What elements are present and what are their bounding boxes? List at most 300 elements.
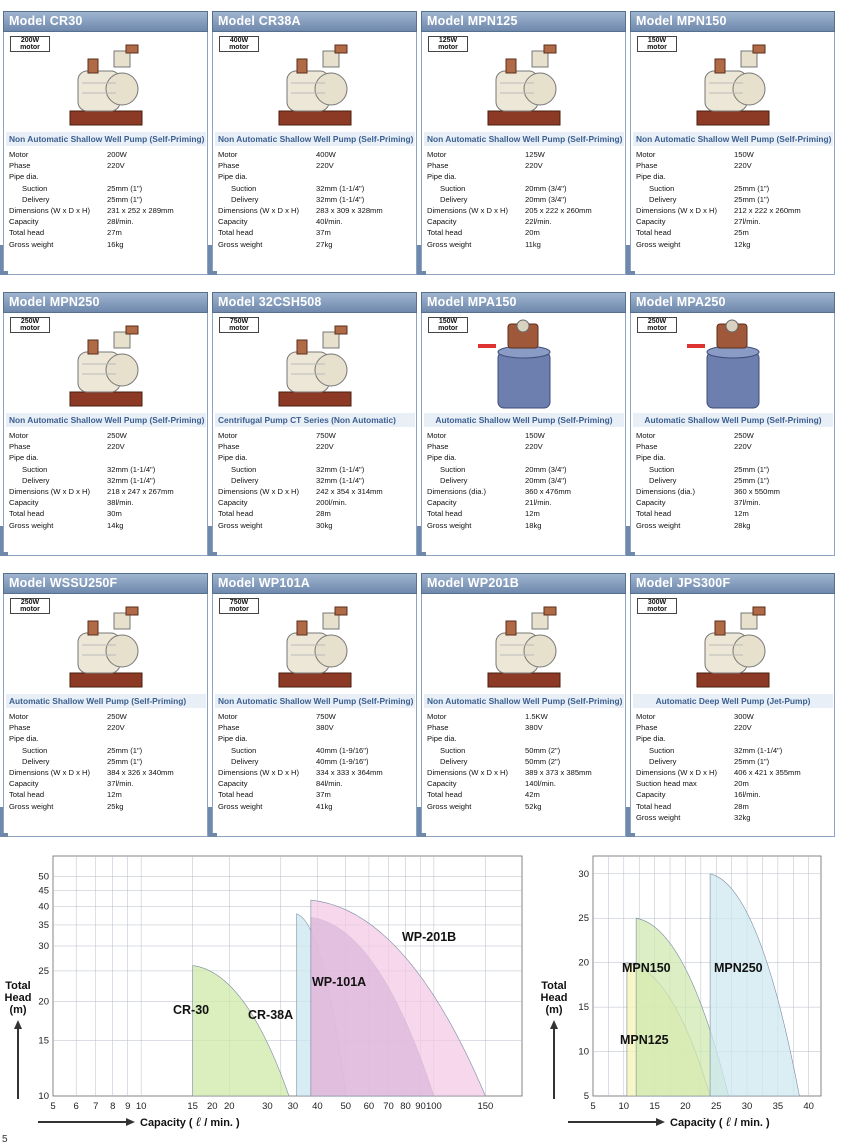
model-header bbox=[421, 292, 626, 313]
pump-photo bbox=[257, 595, 372, 695]
spec-value: 750W bbox=[316, 431, 336, 440]
spec-row bbox=[427, 767, 622, 778]
spec-row bbox=[218, 452, 413, 463]
spec-row bbox=[427, 183, 622, 194]
spec-label: Suction bbox=[440, 464, 466, 474]
motor-badge-unit: motor bbox=[20, 44, 40, 51]
spec-row bbox=[9, 464, 204, 475]
spec-label: Motor bbox=[9, 150, 29, 159]
performance-chart-mpn-pumps bbox=[540, 850, 825, 1132]
spec-row bbox=[427, 430, 622, 441]
spec-label: Dimensions (W x D x H) bbox=[427, 767, 509, 777]
spec-value: 218 x 247 x 267mm bbox=[107, 486, 174, 496]
spec-label: Capacity bbox=[427, 217, 457, 227]
spec-row bbox=[218, 475, 413, 486]
spec-label: Total head bbox=[9, 228, 45, 238]
motor-badge-unit: motor bbox=[647, 44, 667, 51]
y-axis-arrowhead bbox=[550, 1020, 558, 1029]
pump-type: Non Automatic Shallow Well Pump (Self-Priming) bbox=[215, 694, 415, 708]
spec-label: Motor bbox=[9, 712, 29, 721]
model-title: Model CR38A bbox=[218, 14, 301, 28]
spec-row bbox=[218, 205, 413, 216]
motor-badge-unit: motor bbox=[438, 44, 458, 51]
spec-value: 242 x 354 x 314mm bbox=[316, 486, 383, 496]
spec-table bbox=[9, 149, 204, 250]
spec-label: Delivery bbox=[22, 756, 50, 766]
spec-label: Gross weight bbox=[218, 801, 263, 811]
spec-value: 25mm (1") bbox=[107, 194, 143, 204]
spec-label: Gross weight bbox=[427, 520, 472, 530]
spec-value: 32kg bbox=[734, 812, 751, 822]
spec-value: 28l/min. bbox=[107, 217, 134, 227]
series-label: WP-201B bbox=[402, 930, 457, 944]
model-title: Model MPA250 bbox=[636, 295, 726, 309]
spec-label: Motor bbox=[636, 431, 656, 440]
motor-badge-unit: motor bbox=[20, 325, 40, 332]
spec-value: 32mm (1-1/4") bbox=[734, 745, 783, 755]
spec-row bbox=[218, 722, 413, 733]
spec-row bbox=[636, 160, 831, 171]
spec-label: Motor bbox=[218, 150, 238, 159]
model-title: Model WP101A bbox=[218, 576, 310, 590]
y-tick-label: 40 bbox=[38, 901, 49, 913]
spec-table bbox=[636, 430, 831, 531]
motor-badge-power: 300W bbox=[647, 599, 667, 606]
spec-value: 21l/min. bbox=[525, 498, 552, 508]
spec-label: Capacity bbox=[636, 217, 666, 227]
spec-row bbox=[636, 722, 831, 733]
spec-value: 220V bbox=[107, 442, 125, 452]
motor-badge-power: 250W bbox=[20, 599, 40, 606]
model-header bbox=[212, 11, 417, 32]
spec-label: Total head bbox=[427, 228, 463, 238]
pump-type: Automatic Shallow Well Pump (Self-Priming) bbox=[424, 413, 624, 427]
motor-badge-power: 400W bbox=[229, 37, 249, 44]
model-header bbox=[630, 573, 835, 594]
spec-row bbox=[9, 745, 204, 756]
spec-label: Phase bbox=[636, 442, 658, 452]
spec-value: 32mm (1-1/4") bbox=[316, 183, 365, 193]
motor-badge-power: 150W bbox=[647, 37, 667, 44]
spec-row bbox=[636, 508, 831, 519]
spec-value: 220V bbox=[316, 442, 334, 452]
card-corner-tab bbox=[0, 245, 8, 275]
spec-label: Suction bbox=[649, 464, 675, 474]
spec-row bbox=[427, 711, 622, 722]
spec-row bbox=[636, 733, 831, 744]
y-tick-label: 25 bbox=[38, 965, 49, 977]
spec-row bbox=[218, 171, 413, 182]
spec-value: 20m bbox=[734, 779, 749, 789]
spec-label: Dimensions (W x D x H) bbox=[218, 205, 300, 215]
product-card bbox=[421, 292, 626, 556]
spec-row bbox=[636, 745, 831, 756]
spec-value: 27m bbox=[107, 228, 122, 238]
spec-label: Delivery bbox=[649, 475, 677, 485]
spec-label: Dimensions (dia.) bbox=[427, 486, 487, 496]
x-tick-label: 15 bbox=[649, 1101, 660, 1112]
spec-label: Motor bbox=[218, 712, 238, 721]
motor-badge bbox=[10, 36, 50, 52]
spec-label: Pipe dia. bbox=[636, 172, 666, 182]
spec-label: Total head bbox=[218, 790, 254, 800]
spec-row bbox=[427, 171, 622, 182]
spec-label: Delivery bbox=[231, 756, 259, 766]
spec-label: Pipe dia. bbox=[427, 734, 457, 744]
y-axis-title: (m) bbox=[545, 1004, 563, 1016]
y-tick-label: 15 bbox=[38, 1035, 49, 1047]
spec-label: Motor bbox=[636, 150, 656, 159]
spec-row bbox=[427, 441, 622, 452]
y-tick-label: 30 bbox=[38, 941, 49, 953]
spec-label: Motor bbox=[427, 150, 447, 159]
card-corner-tab bbox=[0, 807, 8, 837]
spec-row bbox=[427, 497, 622, 508]
spec-row bbox=[636, 149, 831, 160]
motor-badge-power: 250W bbox=[647, 318, 667, 325]
model-header bbox=[212, 292, 417, 313]
product-card bbox=[421, 11, 626, 275]
spec-label: Capacity bbox=[427, 779, 457, 789]
spec-row bbox=[218, 464, 413, 475]
model-title: Model JPS300F bbox=[636, 576, 731, 590]
spec-value: 40mm (1-9/16") bbox=[316, 745, 369, 755]
x-tick-label: 80 bbox=[400, 1101, 411, 1112]
spec-row bbox=[218, 486, 413, 497]
spec-label: Total head bbox=[427, 790, 463, 800]
spec-value: 220V bbox=[734, 161, 752, 171]
spec-label: Capacity bbox=[636, 498, 666, 508]
card-corner-tab bbox=[626, 245, 635, 275]
x-tick-label: 20 bbox=[223, 1101, 235, 1112]
card-corner-tab bbox=[208, 807, 217, 837]
spec-row bbox=[9, 149, 204, 160]
x-tick-label: 30 bbox=[262, 1101, 273, 1112]
x-tick-label: 6 bbox=[73, 1101, 79, 1112]
spec-label: Suction bbox=[649, 745, 675, 755]
spec-label: Pipe dia. bbox=[427, 172, 457, 182]
spec-value: 32mm (1-1/4") bbox=[107, 475, 156, 485]
spec-label: Delivery bbox=[440, 194, 468, 204]
series-label: WP-101A bbox=[312, 975, 367, 989]
spec-row bbox=[218, 756, 413, 767]
spec-value: 27kg bbox=[316, 239, 333, 249]
spec-row bbox=[427, 486, 622, 497]
spec-label: Phase bbox=[9, 161, 31, 171]
x-axis-title: Capacity ( ℓ / min. ) bbox=[140, 1115, 240, 1130]
motor-badge-power: 200W bbox=[20, 37, 40, 44]
spec-table bbox=[218, 711, 413, 812]
y-tick-label: 35 bbox=[38, 919, 49, 931]
spec-row bbox=[427, 216, 622, 227]
spec-table bbox=[218, 149, 413, 250]
spec-value: 20mm (3/4") bbox=[525, 194, 567, 204]
spec-row bbox=[9, 205, 204, 216]
y-tick-label: 20 bbox=[578, 957, 589, 969]
spec-label: Suction bbox=[22, 745, 48, 755]
spec-row bbox=[9, 160, 204, 171]
spec-row bbox=[218, 508, 413, 519]
spec-row bbox=[9, 486, 204, 497]
spec-value: 140l/min. bbox=[525, 779, 556, 789]
spec-value: 220V bbox=[316, 161, 334, 171]
model-header bbox=[421, 11, 626, 32]
spec-value: 38l/min. bbox=[107, 498, 134, 508]
spec-value: 25kg bbox=[107, 801, 124, 811]
spec-value: 220V bbox=[107, 723, 125, 733]
spec-label: Suction head max bbox=[636, 779, 697, 789]
spec-label: Total head bbox=[218, 509, 254, 519]
spec-label: Pipe dia. bbox=[218, 453, 248, 463]
spec-label: Phase bbox=[218, 723, 240, 733]
spec-value: 25mm (1") bbox=[734, 194, 770, 204]
y-tick-label: 10 bbox=[578, 1046, 589, 1058]
pump-photo bbox=[466, 33, 581, 133]
spec-value: 750W bbox=[316, 712, 336, 721]
motor-badge bbox=[10, 317, 50, 333]
product-card bbox=[630, 573, 835, 837]
spec-label: Gross weight bbox=[427, 239, 472, 249]
spec-row bbox=[427, 520, 622, 531]
series-label: CR-38A bbox=[248, 1008, 294, 1022]
spec-row bbox=[218, 227, 413, 238]
spec-value: 16l/min. bbox=[734, 790, 761, 800]
x-tick-label: 90 bbox=[415, 1101, 426, 1112]
spec-label: Delivery bbox=[440, 475, 468, 485]
card-corner-tab bbox=[0, 526, 8, 556]
card-corner-tab bbox=[417, 807, 426, 837]
spec-row bbox=[427, 464, 622, 475]
spec-value: 384 x 326 x 340mm bbox=[107, 767, 174, 777]
x-tick-label: 60 bbox=[363, 1101, 375, 1112]
motor-badge-unit: motor bbox=[229, 44, 249, 51]
pump-type: Automatic Shallow Well Pump (Self-Priming) bbox=[633, 413, 833, 427]
spec-value: 27l/min. bbox=[734, 217, 761, 227]
spec-value: 12kg bbox=[734, 239, 751, 249]
spec-row bbox=[636, 756, 831, 767]
motor-badge bbox=[219, 36, 259, 52]
spec-row bbox=[9, 227, 204, 238]
spec-row bbox=[218, 711, 413, 722]
spec-value: 406 x 421 x 355mm bbox=[734, 767, 801, 777]
spec-value: 25mm (1") bbox=[734, 756, 770, 766]
spec-row bbox=[9, 733, 204, 744]
model-title: Model WP201B bbox=[427, 576, 519, 590]
product-card bbox=[3, 573, 208, 837]
spec-label: Phase bbox=[636, 723, 658, 733]
spec-row bbox=[218, 149, 413, 160]
spec-row bbox=[9, 171, 204, 182]
spec-label: Phase bbox=[218, 161, 240, 171]
spec-label: Dimensions (W x D x H) bbox=[9, 205, 91, 215]
spec-row bbox=[636, 475, 831, 486]
x-tick-label: 5 bbox=[590, 1101, 596, 1112]
spec-row bbox=[636, 205, 831, 216]
spec-row bbox=[9, 801, 204, 812]
spec-value: 220V bbox=[107, 161, 125, 171]
x-tick-label: 8 bbox=[110, 1101, 116, 1112]
spec-value: 1.5KW bbox=[525, 712, 548, 721]
spec-row bbox=[218, 430, 413, 441]
spec-row bbox=[218, 767, 413, 778]
pump-type: Non Automatic Shallow Well Pump (Self-Priming) bbox=[424, 694, 624, 708]
spec-row bbox=[9, 183, 204, 194]
pump-type: Automatic Deep Well Pump (Jet-Pump) bbox=[633, 694, 833, 708]
spec-table bbox=[427, 711, 622, 812]
spec-row bbox=[427, 205, 622, 216]
spec-label: Capacity bbox=[218, 779, 248, 789]
spec-label: Gross weight bbox=[636, 812, 681, 822]
spec-value: 16kg bbox=[107, 239, 124, 249]
spec-label: Total head bbox=[636, 228, 672, 238]
product-card bbox=[212, 11, 417, 275]
spec-label: Gross weight bbox=[9, 801, 54, 811]
spec-value: 20mm (3/4") bbox=[525, 183, 567, 193]
spec-row bbox=[636, 239, 831, 250]
spec-table bbox=[427, 149, 622, 250]
y-tick-label: 10 bbox=[38, 1091, 49, 1102]
spec-label: Total head bbox=[427, 509, 463, 519]
spec-label: Pipe dia. bbox=[636, 734, 666, 744]
page-number: 5 bbox=[2, 1134, 8, 1145]
spec-label: Dimensions (W x D x H) bbox=[636, 767, 718, 777]
spec-label: Dimensions (W x D x H) bbox=[427, 205, 509, 215]
spec-row bbox=[9, 756, 204, 767]
model-title: Model WSSU250F bbox=[9, 576, 118, 590]
spec-value: 50mm (2") bbox=[525, 756, 561, 766]
x-tick-label: 50 bbox=[340, 1101, 352, 1112]
y-tick-label: 30 bbox=[578, 868, 589, 880]
spec-value: 40mm (1-9/16") bbox=[316, 756, 369, 766]
spec-value: 400W bbox=[316, 150, 336, 159]
spec-value: 150W bbox=[525, 431, 545, 440]
model-header bbox=[212, 573, 417, 594]
spec-label: Pipe dia. bbox=[636, 453, 666, 463]
spec-value: 25mm (1") bbox=[734, 183, 770, 193]
spec-label: Dimensions (dia.) bbox=[636, 486, 696, 496]
spec-row bbox=[427, 722, 622, 733]
model-title: Model MPA150 bbox=[427, 295, 517, 309]
spec-label: Capacity bbox=[9, 498, 39, 508]
motor-badge bbox=[637, 36, 677, 52]
spec-value: 52kg bbox=[525, 801, 542, 811]
pump-photo bbox=[48, 314, 163, 414]
motor-badge-unit: motor bbox=[647, 606, 667, 613]
motor-badge-power: 125W bbox=[438, 37, 458, 44]
pump-type: Non Automatic Shallow Well Pump (Self-Priming) bbox=[424, 132, 624, 146]
spec-label: Suction bbox=[649, 183, 675, 193]
spec-label: Pipe dia. bbox=[9, 172, 39, 182]
x-tick-label: 40 bbox=[312, 1101, 323, 1112]
spec-row bbox=[218, 497, 413, 508]
spec-value: 231 x 252 x 289mm bbox=[107, 205, 174, 215]
x-tick-label: 30 bbox=[741, 1101, 753, 1112]
card-corner-tab bbox=[208, 526, 217, 556]
spec-label: Capacity bbox=[9, 779, 39, 789]
spec-table bbox=[9, 430, 204, 531]
y-tick-label: 15 bbox=[578, 1002, 589, 1014]
pump-type: Non Automatic Shallow Well Pump (Self-Priming) bbox=[6, 132, 206, 146]
motor-badge bbox=[10, 598, 50, 614]
spec-value: 360 x 550mm bbox=[734, 486, 781, 496]
x-tick-label: 40 bbox=[803, 1101, 814, 1112]
spec-row bbox=[636, 812, 831, 823]
y-tick-label: 5 bbox=[583, 1091, 589, 1102]
spec-row bbox=[218, 183, 413, 194]
card-corner-tab bbox=[417, 526, 426, 556]
spec-value: 300W bbox=[734, 712, 754, 721]
spec-row bbox=[427, 239, 622, 250]
spec-value: 250W bbox=[107, 431, 127, 440]
spec-value: 28m bbox=[316, 509, 331, 519]
spec-row bbox=[9, 216, 204, 227]
spec-label: Phase bbox=[427, 442, 449, 452]
spec-label: Phase bbox=[636, 161, 658, 171]
spec-row bbox=[636, 441, 831, 452]
spec-label: Pipe dia. bbox=[9, 453, 39, 463]
spec-row bbox=[636, 486, 831, 497]
x-tick-label: 20 bbox=[680, 1101, 691, 1112]
y-axis-title: Head bbox=[540, 992, 568, 1004]
spec-value: 37m bbox=[316, 228, 331, 238]
pump-type: Non Automatic Shallow Well Pump (Self-Priming) bbox=[215, 132, 415, 146]
product-card bbox=[421, 573, 626, 837]
spec-label: Delivery bbox=[22, 194, 50, 204]
spec-value: 380V bbox=[316, 723, 334, 733]
motor-badge-unit: motor bbox=[20, 606, 40, 613]
spec-value: 250W bbox=[734, 431, 754, 440]
motor-badge bbox=[428, 36, 468, 52]
card-corner-tab bbox=[417, 245, 426, 275]
spec-value: 32mm (1-1/4") bbox=[107, 464, 156, 474]
model-title: Model CR30 bbox=[9, 14, 83, 28]
spec-table bbox=[427, 430, 622, 531]
model-header bbox=[630, 292, 835, 313]
spec-value: 41kg bbox=[316, 801, 333, 811]
card-corner-tab bbox=[208, 245, 217, 275]
x-tick-label: 30 bbox=[287, 1101, 299, 1112]
spec-label: Motor bbox=[427, 712, 447, 721]
spec-row bbox=[218, 789, 413, 800]
spec-row bbox=[9, 711, 204, 722]
spec-label: Gross weight bbox=[218, 520, 263, 530]
pump-type: Centrifugal Pump CT Series (Non Automatic) bbox=[215, 413, 415, 427]
x-tick-label: 100 bbox=[425, 1101, 442, 1112]
spec-value: 14kg bbox=[107, 520, 124, 530]
spec-label: Phase bbox=[427, 723, 449, 733]
spec-table bbox=[218, 430, 413, 531]
y-axis-title: (m) bbox=[9, 1004, 27, 1016]
spec-value: 220V bbox=[734, 723, 752, 733]
x-tick-label: 150 bbox=[477, 1101, 494, 1112]
spec-label: Pipe dia. bbox=[218, 172, 248, 182]
pump-photo bbox=[675, 314, 790, 414]
spec-label: Pipe dia. bbox=[218, 734, 248, 744]
pump-type: Non Automatic Shallow Well Pump (Self-Priming) bbox=[6, 413, 206, 427]
spec-label: Total head bbox=[636, 801, 672, 811]
series-label: CR-30 bbox=[173, 1003, 210, 1017]
model-title: Model MPN250 bbox=[9, 295, 100, 309]
x-tick-label: 25 bbox=[710, 1101, 722, 1112]
spec-row bbox=[636, 452, 831, 463]
spec-label: Phase bbox=[427, 161, 449, 171]
spec-value: 84l/min. bbox=[316, 779, 343, 789]
spec-row bbox=[427, 733, 622, 744]
spec-row bbox=[9, 430, 204, 441]
model-header bbox=[3, 573, 208, 594]
spec-row bbox=[218, 160, 413, 171]
spec-label: Total head bbox=[218, 228, 254, 238]
